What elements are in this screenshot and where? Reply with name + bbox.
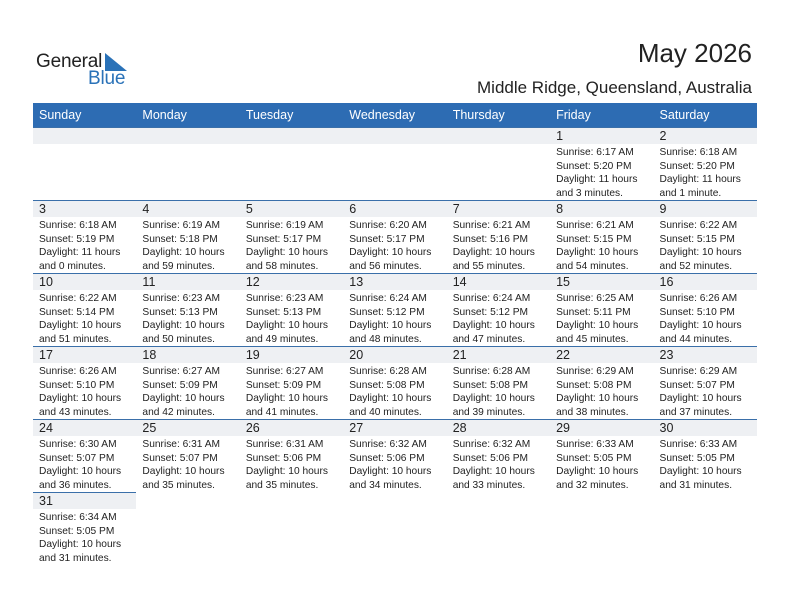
day-sunset-text: Sunset: 5:07 PM: [142, 452, 218, 464]
day-minutes-text: and 51 minutes.: [39, 333, 112, 345]
day-cell: [136, 346, 239, 419]
day-sunrise-text: Sunrise: 6:27 AM: [142, 366, 221, 377]
day-sunrise-text: Sunrise: 6:31 AM: [142, 439, 221, 450]
day-sun-info: [142, 292, 224, 346]
day-cell: [447, 419, 550, 492]
day-daylight-text: Daylight: 10 hours: [659, 320, 742, 331]
day-number: 29: [556, 421, 571, 435]
calendar-week-row: [33, 273, 757, 346]
location-subtitle: Middle Ridge, Queensland, Australia: [477, 78, 752, 97]
day-cell: [654, 200, 757, 273]
day-cell: [343, 200, 446, 273]
day-daylight-text: Daylight: 10 hours: [452, 466, 535, 477]
day-cell: [240, 346, 343, 419]
day-sun-info: [39, 438, 121, 492]
day-sunset-text: Sunset: 5:07 PM: [39, 452, 115, 464]
day-minutes-text: and 52 minutes.: [659, 260, 733, 272]
day-header-bar: [240, 200, 343, 217]
calendar-week-row: [33, 492, 757, 565]
day-header-bar: [343, 127, 446, 144]
calendar-grid: [33, 103, 757, 565]
day-header-bar: [550, 200, 653, 217]
day-cell: [654, 346, 757, 419]
day-minutes-text: and 35 minutes.: [245, 479, 319, 491]
day-sunrise-text: Sunrise: 6:27 AM: [245, 366, 324, 377]
logo-text-blue: Blue: [88, 68, 126, 89]
blank-day-cell: [343, 492, 446, 565]
day-sunset-text: Sunset: 5:11 PM: [556, 306, 631, 318]
day-sun-info: [142, 365, 224, 419]
brand-logo: [36, 50, 136, 90]
blank-day-cell: [447, 492, 550, 565]
day-number: 20: [349, 348, 364, 362]
day-sun-info: [142, 438, 224, 492]
day-daylight-text: Daylight: 11 hours: [39, 247, 121, 258]
day-sunset-text: Sunset: 5:06 PM: [349, 452, 425, 464]
day-sunset-text: Sunset: 5:05 PM: [659, 452, 735, 464]
day-cell: [136, 273, 239, 346]
day-sun-info: [39, 292, 121, 346]
day-sunset-text: Sunset: 5:19 PM: [39, 233, 115, 245]
day-sunset-text: Sunset: 5:05 PM: [556, 452, 632, 464]
day-sun-info: [349, 438, 431, 492]
weekday-wednesday: Wednesday: [349, 108, 416, 122]
day-sun-info: [349, 292, 431, 346]
day-sunrise-text: Sunrise: 6:29 AM: [556, 366, 634, 377]
day-sunrise-text: Sunrise: 6:28 AM: [349, 366, 427, 377]
calendar-week-row: [33, 346, 757, 419]
day-sun-info: [556, 292, 638, 346]
day-sunset-text: Sunset: 5:10 PM: [659, 306, 735, 318]
day-sunrise-text: Sunrise: 6:28 AM: [452, 366, 531, 377]
day-sun-info: [453, 292, 535, 346]
day-minutes-text: and 49 minutes.: [245, 333, 319, 345]
empty-day-cell: [240, 127, 343, 200]
day-number: 13: [349, 275, 364, 289]
day-sunrise-text: Sunrise: 6:24 AM: [349, 293, 427, 304]
day-minutes-text: and 44 minutes.: [659, 333, 733, 345]
day-cell: [240, 200, 343, 273]
day-sunrise-text: Sunrise: 6:33 AM: [659, 439, 738, 450]
day-header-bar: [33, 200, 136, 217]
day-number: 25: [142, 421, 157, 435]
day-minutes-text: and 1 minute.: [659, 187, 722, 199]
blank-day-cell: [550, 492, 653, 565]
day-cell: [550, 346, 653, 419]
day-daylight-text: Daylight: 10 hours: [556, 466, 639, 477]
day-cell: [33, 419, 136, 492]
day-sun-info: [39, 511, 121, 565]
day-minutes-text: and 40 minutes.: [349, 406, 422, 418]
day-header-bar: [136, 127, 239, 144]
day-sun-info: [39, 365, 121, 419]
day-sun-info: [453, 365, 535, 419]
day-sunset-text: Sunset: 5:07 PM: [659, 379, 735, 391]
day-number: 23: [659, 348, 674, 362]
calendar-week-row: [33, 419, 757, 492]
day-sunrise-text: Sunrise: 6:18 AM: [39, 220, 117, 231]
day-daylight-text: Daylight: 10 hours: [245, 466, 328, 477]
day-daylight-text: Daylight: 10 hours: [39, 393, 122, 404]
day-sun-info: [660, 292, 742, 346]
day-daylight-text: Daylight: 10 hours: [39, 466, 122, 477]
day-number: 9: [659, 202, 667, 216]
weekday-thursday: Thursday: [452, 108, 505, 122]
day-sunrise-text: Sunrise: 6:32 AM: [349, 439, 427, 450]
day-daylight-text: Daylight: 10 hours: [142, 466, 225, 477]
day-minutes-text: and 0 minutes.: [39, 260, 106, 272]
day-sunrise-text: Sunrise: 6:30 AM: [39, 439, 117, 450]
day-header-bar: [447, 127, 550, 144]
day-daylight-text: Daylight: 10 hours: [39, 539, 122, 550]
day-cell: [33, 346, 136, 419]
day-sunset-text: Sunset: 5:15 PM: [659, 233, 735, 245]
day-sunrise-text: Sunrise: 6:34 AM: [39, 512, 117, 523]
day-number: 12: [245, 275, 260, 289]
day-header-bar: [136, 200, 239, 217]
day-sun-info: [39, 219, 120, 273]
day-sunrise-text: Sunrise: 6:19 AM: [245, 220, 324, 231]
day-header-bar: [654, 127, 757, 144]
day-minutes-text: and 37 minutes.: [659, 406, 733, 418]
day-sunset-text: Sunset: 5:12 PM: [452, 306, 529, 318]
blank-day-cell: [136, 492, 239, 565]
day-cell: [654, 419, 757, 492]
day-cell: [33, 492, 136, 565]
day-number: 18: [142, 348, 157, 362]
day-sunrise-text: Sunrise: 6:24 AM: [452, 293, 531, 304]
blank-day-cell: [240, 492, 343, 565]
day-sun-info: [660, 146, 741, 200]
day-daylight-text: Daylight: 10 hours: [556, 393, 639, 404]
day-minutes-text: and 48 minutes.: [349, 333, 422, 345]
day-number: 19: [245, 348, 260, 362]
day-sunset-text: Sunset: 5:10 PM: [39, 379, 115, 391]
day-daylight-text: Daylight: 10 hours: [142, 247, 225, 258]
day-minutes-text: and 45 minutes.: [556, 333, 629, 345]
day-daylight-text: Daylight: 10 hours: [349, 247, 432, 258]
day-sunset-text: Sunset: 5:13 PM: [245, 306, 322, 318]
day-number: 3: [39, 202, 46, 216]
day-sun-info: [556, 146, 637, 200]
day-sunset-text: Sunset: 5:08 PM: [349, 379, 425, 391]
day-sunrise-text: Sunrise: 6:33 AM: [556, 439, 634, 450]
day-cell: [33, 200, 136, 273]
empty-day-cell: [343, 127, 446, 200]
day-sun-info: [556, 365, 638, 419]
day-sun-info: [660, 365, 742, 419]
day-number: 5: [245, 202, 253, 216]
day-minutes-text: and 54 minutes.: [556, 260, 629, 272]
day-daylight-text: Daylight: 10 hours: [245, 393, 328, 404]
day-header-bar: [654, 200, 757, 217]
day-sunrise-text: Sunrise: 6:23 AM: [142, 293, 221, 304]
day-header-bar: [343, 200, 446, 217]
day-number: 22: [556, 348, 571, 362]
day-sunset-text: Sunset: 5:06 PM: [452, 452, 529, 464]
day-number: 6: [349, 202, 357, 216]
day-daylight-text: Daylight: 10 hours: [659, 393, 742, 404]
day-cell: [447, 273, 550, 346]
weekday-monday: Monday: [142, 108, 187, 122]
day-daylight-text: Daylight: 11 hours: [659, 174, 741, 185]
day-header-bar: [33, 127, 136, 144]
day-sunrise-text: Sunrise: 6:21 AM: [452, 220, 531, 231]
day-sunrise-text: Sunrise: 6:29 AM: [659, 366, 738, 377]
day-sunset-text: Sunset: 5:20 PM: [556, 160, 632, 172]
day-sunrise-text: Sunrise: 6:26 AM: [39, 366, 117, 377]
day-cell: [654, 127, 757, 200]
day-sunrise-text: Sunrise: 6:22 AM: [659, 220, 738, 231]
day-minutes-text: and 36 minutes.: [39, 479, 112, 491]
day-sunset-text: Sunset: 5:20 PM: [659, 160, 735, 172]
day-cell: [550, 419, 653, 492]
day-sun-info: [246, 438, 328, 492]
day-daylight-text: Daylight: 10 hours: [349, 393, 432, 404]
day-sunrise-text: Sunrise: 6:31 AM: [245, 439, 324, 450]
empty-day-cell: [136, 127, 239, 200]
day-daylight-text: Daylight: 10 hours: [39, 320, 122, 331]
day-number: 31: [39, 494, 53, 508]
day-sun-info: [246, 219, 328, 273]
day-cell: [240, 419, 343, 492]
day-sunset-text: Sunset: 5:09 PM: [245, 379, 322, 391]
day-minutes-text: and 42 minutes.: [142, 406, 215, 418]
day-sunset-text: Sunset: 5:13 PM: [142, 306, 218, 318]
day-minutes-text: and 3 minutes.: [556, 187, 623, 199]
day-daylight-text: Daylight: 10 hours: [245, 247, 328, 258]
day-minutes-text: and 31 minutes.: [659, 479, 733, 491]
day-sunset-text: Sunset: 5:15 PM: [556, 233, 632, 245]
day-daylight-text: Daylight: 10 hours: [349, 466, 432, 477]
day-daylight-text: Daylight: 10 hours: [142, 393, 225, 404]
day-number: 11: [142, 275, 156, 289]
day-number: 28: [452, 421, 467, 435]
day-number: 26: [245, 421, 260, 435]
weekday-friday: Friday: [556, 108, 591, 122]
day-minutes-text: and 43 minutes.: [39, 406, 112, 418]
day-cell: [447, 200, 550, 273]
day-sunset-text: Sunset: 5:06 PM: [245, 452, 322, 464]
day-sun-info: [453, 438, 535, 492]
day-minutes-text: and 50 minutes.: [142, 333, 215, 345]
day-number: 7: [452, 202, 460, 216]
day-number: 15: [556, 275, 571, 289]
day-daylight-text: Daylight: 10 hours: [452, 247, 535, 258]
day-minutes-text: and 56 minutes.: [349, 260, 422, 272]
day-sunset-text: Sunset: 5:08 PM: [452, 379, 529, 391]
day-sun-info: [349, 219, 431, 273]
blank-day-cell: [654, 492, 757, 565]
calendar-week-row: [33, 200, 757, 273]
day-minutes-text: and 33 minutes.: [452, 479, 526, 491]
day-daylight-text: Daylight: 10 hours: [556, 320, 639, 331]
day-sunset-text: Sunset: 5:05 PM: [39, 525, 115, 537]
day-sunset-text: Sunset: 5:18 PM: [142, 233, 218, 245]
day-minutes-text: and 32 minutes.: [556, 479, 629, 491]
day-minutes-text: and 34 minutes.: [349, 479, 422, 491]
day-sunrise-text: Sunrise: 6:19 AM: [142, 220, 221, 231]
day-sunrise-text: Sunrise: 6:32 AM: [452, 439, 531, 450]
day-cell: [447, 346, 550, 419]
day-cell: [136, 419, 239, 492]
day-sunrise-text: Sunrise: 6:25 AM: [556, 293, 634, 304]
day-sunrise-text: Sunrise: 6:23 AM: [245, 293, 324, 304]
day-daylight-text: Daylight: 10 hours: [659, 466, 742, 477]
page-title: May 2026: [637, 38, 752, 68]
day-sunrise-text: Sunrise: 6:18 AM: [659, 147, 738, 158]
day-number: 17: [39, 348, 53, 362]
day-cell: [240, 273, 343, 346]
day-number: 10: [39, 275, 53, 289]
day-daylight-text: Daylight: 11 hours: [556, 174, 638, 185]
day-sun-info: [660, 219, 742, 273]
weekday-saturday: Saturday: [659, 108, 710, 122]
day-cell: [550, 200, 653, 273]
day-cell: [343, 419, 446, 492]
day-minutes-text: and 41 minutes.: [245, 406, 319, 418]
day-number: 2: [659, 129, 667, 143]
day-sunset-text: Sunset: 5:16 PM: [452, 233, 529, 245]
day-cell: [343, 346, 446, 419]
day-sunrise-text: Sunrise: 6:20 AM: [349, 220, 427, 231]
weekday-header-row: [33, 103, 757, 127]
calendar-week-row: [33, 127, 757, 200]
day-sunrise-text: Sunrise: 6:21 AM: [556, 220, 634, 231]
day-sunset-text: Sunset: 5:17 PM: [245, 233, 322, 245]
empty-day-cell: [33, 127, 136, 200]
day-sun-info: [556, 438, 638, 492]
calendar-weeks: [33, 127, 757, 565]
day-cell: [33, 273, 136, 346]
day-daylight-text: Daylight: 10 hours: [245, 320, 328, 331]
day-cell: [654, 273, 757, 346]
day-number: 27: [349, 421, 364, 435]
day-sunrise-text: Sunrise: 6:22 AM: [39, 293, 117, 304]
day-cell: [343, 273, 446, 346]
day-number: 24: [39, 421, 53, 435]
day-minutes-text: and 31 minutes.: [39, 552, 112, 564]
day-number: 8: [556, 202, 564, 216]
day-sunset-text: Sunset: 5:17 PM: [349, 233, 425, 245]
day-sun-info: [246, 365, 328, 419]
day-minutes-text: and 39 minutes.: [452, 406, 526, 418]
logo-text-general: General: [36, 51, 103, 72]
day-daylight-text: Daylight: 10 hours: [556, 247, 639, 258]
day-daylight-text: Daylight: 10 hours: [349, 320, 432, 331]
day-daylight-text: Daylight: 10 hours: [142, 320, 225, 331]
day-header-bar: [550, 127, 653, 144]
day-sun-info: [660, 438, 742, 492]
day-number: 4: [142, 202, 150, 216]
day-minutes-text: and 55 minutes.: [452, 260, 526, 272]
weekday-sunday: Sunday: [39, 108, 82, 122]
day-cell: [550, 273, 653, 346]
day-daylight-text: Daylight: 10 hours: [452, 320, 535, 331]
weekday-tuesday: Tuesday: [245, 108, 294, 122]
day-cell: [136, 200, 239, 273]
day-number: 1: [556, 129, 564, 143]
day-daylight-text: Daylight: 10 hours: [659, 247, 742, 258]
day-sunset-text: Sunset: 5:08 PM: [556, 379, 632, 391]
day-sun-info: [349, 365, 431, 419]
day-sunset-text: Sunset: 5:14 PM: [39, 306, 115, 318]
day-sunset-text: Sunset: 5:09 PM: [142, 379, 218, 391]
day-sunset-text: Sunset: 5:12 PM: [349, 306, 425, 318]
day-sun-info: [453, 219, 535, 273]
empty-day-cell: [447, 127, 550, 200]
day-number: 14: [452, 275, 467, 289]
day-header-bar: [447, 200, 550, 217]
day-cell: [550, 127, 653, 200]
day-number: 30: [659, 421, 674, 435]
day-sun-info: [556, 219, 638, 273]
day-minutes-text: and 58 minutes.: [245, 260, 319, 272]
day-sunrise-text: Sunrise: 6:26 AM: [659, 293, 738, 304]
day-minutes-text: and 47 minutes.: [452, 333, 526, 345]
day-sun-info: [142, 219, 224, 273]
day-number: 16: [659, 275, 674, 289]
day-sun-info: [246, 292, 328, 346]
day-minutes-text: and 38 minutes.: [556, 406, 629, 418]
day-header-bar: [240, 127, 343, 144]
day-daylight-text: Daylight: 10 hours: [452, 393, 535, 404]
day-sunrise-text: Sunrise: 6:17 AM: [556, 147, 634, 158]
day-minutes-text: and 59 minutes.: [142, 260, 215, 272]
day-minutes-text: and 35 minutes.: [142, 479, 215, 491]
day-number: 21: [452, 348, 467, 362]
